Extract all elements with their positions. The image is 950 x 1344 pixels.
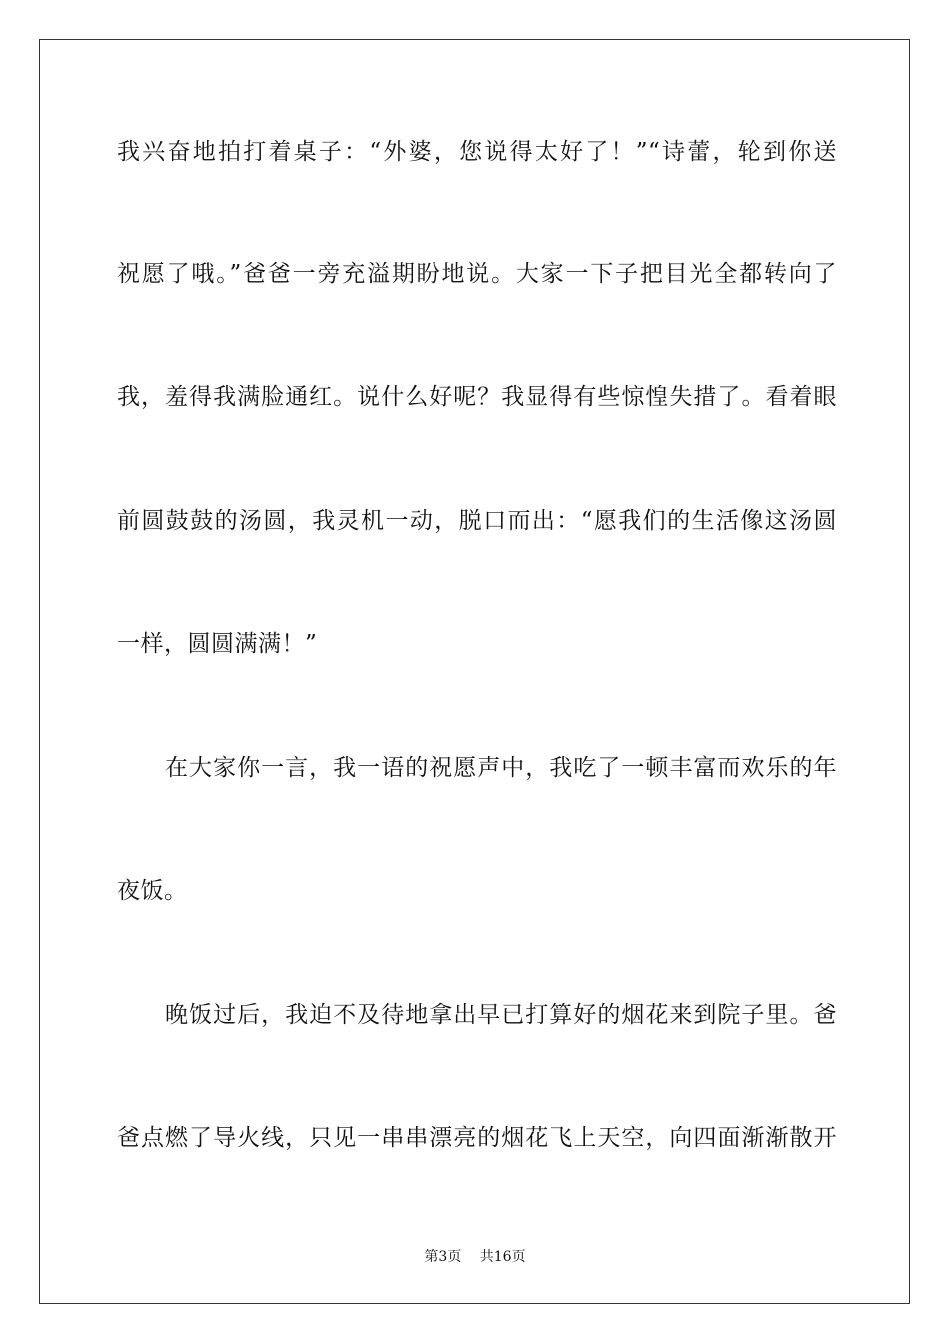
text-line-5: 一样，圆圆满满！” — [117, 631, 318, 657]
text-line-8: 晚饭过后，我迫不及待地拿出早已打算好的烟花来到院子里。爸 — [117, 1002, 837, 1028]
text-line-3: 我，羞得我满脸通红。说什么好呢？我显得有些惊惶失措了。看着眼 — [117, 384, 837, 410]
page-footer: 第3页 共16页 — [424, 1249, 526, 1265]
text-line-1: 我兴奋地拍打着桌子：“外婆，您说得太好了！”“诗蕾，轮到你送 — [117, 139, 837, 165]
text-line-2: 祝愿了哦。”爸爸一旁充溢期盼地说。大家一下子把目光全都转向了 — [117, 261, 837, 287]
text-line-6: 在大家你一言，我一语的祝愿声中，我吃了一顿丰富而欢乐的年 — [117, 755, 837, 781]
text-line-7: 夜饭。 — [117, 878, 188, 904]
text-line-4: 前圆鼓鼓的汤圆，我灵机一动，脱口而出：“愿我们的生活像这汤圆 — [117, 508, 837, 534]
page-frame — [39, 39, 910, 1304]
text-line-9: 爸点燃了导火线，只见一串串漂亮的烟花飞上天空，向四面渐渐散开 — [117, 1125, 837, 1151]
